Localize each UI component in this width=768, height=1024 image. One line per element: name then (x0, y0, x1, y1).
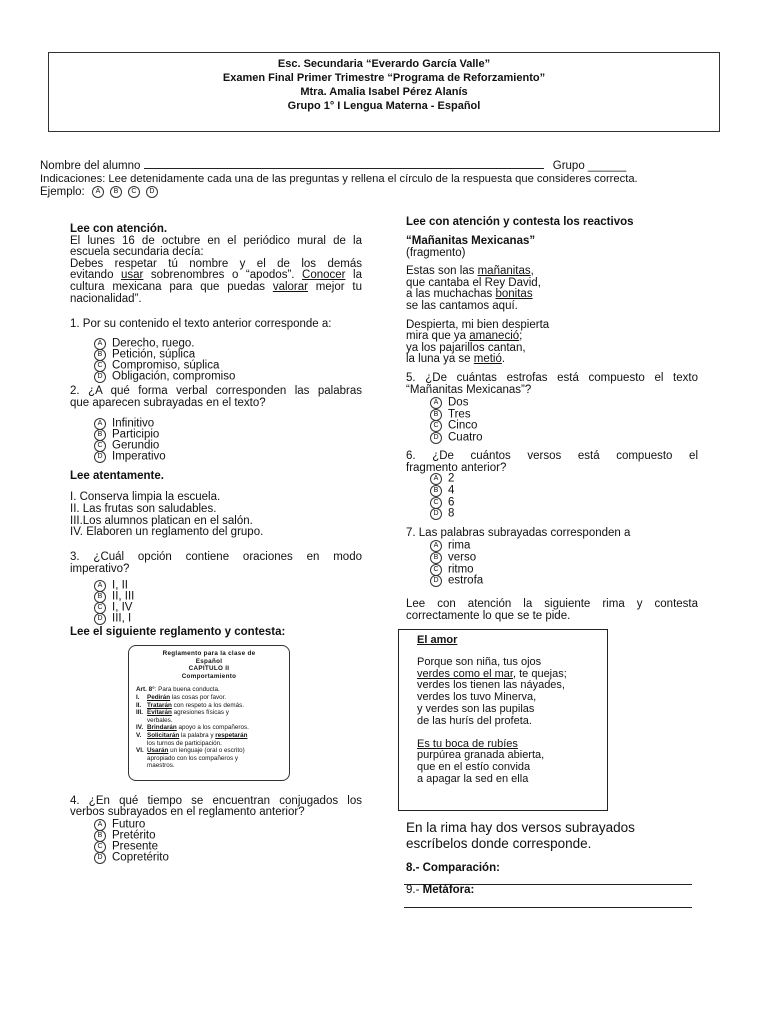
list-item: II. Las frutas son saludables. (70, 502, 217, 515)
reglamento-item-4 (136, 724, 282, 732)
option-c[interactable] (430, 420, 483, 432)
option-d[interactable] (94, 371, 235, 382)
option-circle: D (430, 508, 442, 520)
school-name: Esc. Secundaria “Everardo García Valle” (277, 58, 491, 70)
article-number: Art. 8° (136, 686, 155, 694)
poem-verse: verdes los tuvo Minerva, (417, 691, 537, 704)
teacher-name: Mtra. Amalia Isabel Pérez Alanís (300, 86, 468, 98)
item-number: II. (136, 701, 142, 709)
poem-el-amor-box (398, 629, 608, 811)
example-circle-d: D (146, 186, 158, 198)
reglamento-article (136, 686, 282, 694)
option-c[interactable] (94, 602, 134, 613)
option-circle: D (94, 613, 106, 625)
poem-verse: de las hurís del profeta. (417, 714, 532, 727)
right-heading: Lee con atención y contesta los reactivos (406, 216, 634, 228)
option-c[interactable] (94, 841, 169, 852)
reglamento-heading: Lee el siguiente reglamento y contesta: (70, 626, 286, 638)
underlined-word: Conocer (302, 269, 346, 282)
option-a[interactable] (94, 819, 169, 830)
poem-subtitle: (fragmento) (406, 246, 466, 259)
text-segment: mejor tu (307, 280, 362, 293)
q9-label (406, 884, 474, 896)
q8-label: 8.- Comparación: (406, 862, 500, 874)
text-segment: sobrenombres o “apodos”. (143, 269, 303, 282)
reglamento-item-1 (136, 694, 282, 702)
text-segment: Estas son las (406, 265, 478, 278)
option-label: Participio (112, 428, 160, 441)
question-2-text (70, 385, 362, 409)
instruction-line: correctamente lo que se te pide. (406, 609, 571, 622)
underlined-verse: verdes como el mar, (417, 667, 517, 680)
option-label: III, I (112, 612, 132, 625)
option-label: estrofa (448, 574, 484, 587)
option-circle: C (94, 602, 106, 614)
option-label: Compromiso, súplica (112, 359, 220, 372)
intro-heading: Lee con atención. (70, 223, 168, 235)
underlined-word: amaneció (469, 330, 520, 343)
question-4-text (70, 796, 362, 819)
text-segment: a las muchachas (406, 288, 496, 301)
option-label: Imperativo (112, 450, 166, 463)
option-label: Petición, súplica (112, 348, 196, 361)
reglamento-title: Reglamento para la clase de (162, 650, 256, 657)
option-label: verso (448, 551, 477, 564)
option-label: Infinitivo (112, 417, 155, 430)
option-label: Tres (448, 408, 471, 421)
poem-verse: Porque son niña, tus ojos (417, 655, 542, 668)
option-circle: B (94, 429, 106, 441)
option-circle: A (94, 580, 106, 592)
question-line: “Mañanitas Mexicanas”? (406, 383, 532, 396)
example-circle-b: B (110, 186, 122, 198)
underlined-verse: Es tu boca de rubíes (417, 737, 518, 750)
underlined-verb: Tratarán (147, 701, 172, 709)
poem-verse: que en el estío convida (417, 761, 531, 774)
intro-line-6: nacionalidad”. (70, 292, 142, 305)
option-circle: A (430, 397, 442, 409)
exam-header (48, 52, 720, 132)
item-number: I. (136, 693, 140, 701)
option-circle: B (94, 830, 106, 842)
instruction-line: Lee con atención la siguiente rima y contesta (406, 598, 698, 610)
option-circle: D (94, 451, 106, 463)
option-b[interactable] (430, 485, 454, 497)
group-subject: Grupo 1° I Lengua Materna - Español (287, 100, 481, 112)
option-c[interactable] (430, 497, 454, 509)
option-label: 4 (448, 484, 455, 497)
question-4-options (94, 819, 169, 863)
underlined-verb: Solicitarán (147, 731, 180, 739)
question-3-text (70, 552, 362, 575)
option-d[interactable] (430, 508, 454, 520)
reglamento-item-3 (136, 709, 282, 717)
poem-verse: purpúrea granada abierta, (417, 749, 545, 762)
option-circle: B (430, 485, 442, 497)
text-segment: mira que ya (406, 330, 470, 343)
question-7-options (430, 540, 483, 587)
option-a[interactable] (430, 473, 454, 485)
option-a[interactable] (94, 338, 235, 349)
text-segment: la luna ya se (406, 353, 474, 366)
poem-verse: y verdes son las pupilas (417, 702, 535, 715)
question-line: fragmento anterior? (406, 461, 507, 474)
student-info (40, 160, 740, 199)
option-b[interactable] (94, 429, 166, 440)
option-circle: A (430, 473, 442, 485)
exam-title: Examen Final Primer Trimestre “Programa de Reforzamiento” (222, 72, 546, 84)
option-circle: C (94, 440, 106, 452)
question-line: que aparecen subrayadas en el texto? (70, 397, 266, 409)
question-1-text: 1. Por su contenido el texto anterior corresponde a: (70, 318, 332, 330)
question-line: 3. ¿Cuál opción contiene oraciones en modo (70, 551, 362, 563)
underlined-word: metió (473, 353, 502, 366)
option-label: Obligación, compromiso (112, 370, 236, 383)
name-blank[interactable] (144, 168, 544, 169)
list-item: III.Los alumnos platican en el salón. (70, 514, 253, 527)
option-label: Pretérito (112, 829, 156, 842)
item-number: III. (136, 709, 143, 717)
verse-8 (406, 354, 549, 366)
option-label: Derecho, ruego. (112, 337, 195, 350)
item-text: las cosas por favor. (170, 693, 227, 701)
q9-number: 9.- (406, 884, 423, 896)
intro-line-2: escuela secundaria decía: (70, 246, 204, 259)
sentence-list (70, 492, 263, 539)
option-label: Cinco (448, 419, 478, 432)
list-item: I. Conserva limpia la escuela. (70, 491, 221, 503)
question-5-text (406, 373, 698, 396)
task-line: escríbelos donde corresponde. (406, 836, 592, 851)
option-circle: C (430, 420, 442, 432)
reglamento-item-5-cont: los turnos de participación. (147, 739, 222, 747)
text-segment: la (345, 269, 362, 282)
verse-2: que cantaba el Rey David, (406, 276, 541, 289)
option-label: rima (448, 539, 471, 552)
option-b[interactable] (94, 591, 134, 602)
underlined-word: usar (121, 269, 144, 282)
question-6-text (406, 451, 698, 474)
intro-passage (70, 224, 362, 305)
option-label: Gerundio (112, 439, 160, 452)
example-circle-a: A (92, 186, 104, 198)
option-label: II, III (112, 590, 135, 603)
text-segment: evitando (70, 269, 122, 282)
item-number: V. (136, 731, 142, 739)
option-circle: B (430, 552, 442, 564)
rima-instructions (406, 599, 698, 622)
option-circle: C (94, 841, 106, 853)
option-label: ritmo (448, 563, 474, 576)
text-segment: . (501, 353, 506, 366)
option-circle: A (94, 418, 106, 430)
question-7-text: 7. Las palabras subrayadas corresponden a (406, 527, 631, 539)
option-circle: C (430, 564, 442, 576)
option-circle: B (94, 349, 106, 361)
item-text: la palabra y (179, 731, 216, 739)
question-5-options (430, 397, 483, 443)
verse-4: se las cantamos aquí. (406, 299, 518, 312)
name-label: Nombre del alumno (40, 160, 141, 172)
poem-title: El amor (417, 634, 458, 646)
option-circle: D (94, 852, 106, 864)
reglamento-chapter: CAPITULO II (188, 665, 230, 673)
option-label: Cuatro (448, 431, 483, 444)
question-line: 4. ¿En qué tiempo se encuentran conjugados los (70, 795, 362, 807)
text-segment: , (530, 265, 534, 278)
question-line: verbos subrayados en el reglamento anterior? (70, 806, 305, 819)
poem-title: “Mañanitas Mexicanas” (406, 235, 536, 247)
verse-6 (406, 331, 549, 343)
option-a[interactable] (94, 418, 166, 429)
question-3-options (94, 580, 134, 624)
q9-answer-line[interactable] (404, 907, 692, 908)
item-text: un lenguaje (oral o escrito) (168, 747, 245, 755)
underlined-verb: Pedirán (147, 693, 171, 701)
item-number: IV. (136, 724, 144, 732)
option-d[interactable] (430, 432, 483, 444)
underlined-verb: Brindarán (147, 724, 177, 732)
option-circle: A (430, 540, 442, 552)
question-1-options (94, 338, 235, 382)
option-b[interactable] (430, 552, 483, 564)
verse-5: Despierta, mi bien despierta (406, 318, 550, 331)
reglamento-section: Comportamiento (181, 672, 237, 680)
option-circle: D (430, 432, 442, 444)
intro-line-3: Debes respetar tú nombre y el de los demás (70, 257, 362, 270)
item-text: agresiones físicas y (171, 709, 229, 717)
option-label: I, IV (112, 601, 133, 614)
underlined-word: bonitas (495, 288, 533, 301)
intro-line-1: El lunes 16 de octubre en el periódico mural de la (70, 234, 362, 247)
poem-mananitas (406, 236, 549, 366)
list-heading: Lee atentamente. (70, 470, 164, 482)
underlined-word: mañanitas (477, 265, 531, 278)
option-circle: B (94, 591, 106, 603)
option-circle: A (94, 338, 106, 350)
verse-7: ya los pajarillos cantan, (406, 341, 526, 354)
option-label: 8 (448, 507, 455, 520)
text-segment: ; (519, 330, 523, 343)
reglamento-box (128, 645, 290, 781)
spacer (417, 728, 589, 739)
option-circle: B (430, 409, 442, 421)
q9-title: Metáfora: (422, 884, 475, 896)
group-label[interactable]: Grupo ______ (552, 160, 627, 172)
option-label: 2 (448, 472, 455, 485)
poem-verse: a apagar la sed en ella (417, 772, 529, 785)
option-a[interactable] (430, 397, 483, 409)
example-circle-c: C (128, 186, 140, 198)
option-d[interactable] (94, 451, 166, 462)
example-label: Ejemplo: (40, 186, 85, 199)
option-d[interactable] (94, 852, 169, 863)
option-circle: D (430, 575, 442, 587)
reglamento-item-6-cont: maestros. (147, 762, 175, 770)
text-segment: te quejas; (516, 667, 567, 680)
article-text: : Para buena conducta. (154, 686, 220, 694)
option-b[interactable] (430, 409, 483, 421)
question-line: 5. ¿De cuántas estrofas está compuesto el texto (406, 372, 698, 384)
underlined-verb: Usarán (147, 747, 169, 755)
option-label: Presente (112, 840, 159, 853)
option-a[interactable] (94, 580, 134, 591)
question-line: 2. ¿A qué forma verbal corresponden las palabras (70, 385, 362, 397)
poem-verse: verdes los tienen las náyades, (417, 679, 565, 692)
option-b[interactable] (94, 830, 169, 841)
reglamento-item-6 (136, 747, 282, 755)
question-2-options (94, 418, 166, 462)
option-label: I, II (112, 579, 128, 592)
option-d[interactable] (94, 613, 134, 624)
reglamento-subject: Español (195, 657, 223, 665)
rima-task (406, 820, 635, 852)
item-text: apoyo a los compañeros. (176, 724, 249, 732)
option-d[interactable] (430, 575, 483, 587)
option-c[interactable] (94, 360, 235, 371)
list-item: IV. Elaboren un reglamento del grupo. (70, 526, 264, 539)
underlined-word: valorar (272, 280, 308, 293)
option-circle: C (94, 360, 106, 372)
option-a[interactable] (430, 540, 483, 552)
option-label: 6 (448, 496, 455, 509)
question-line: 6. ¿De cuántos versos está compuesto el (406, 450, 698, 462)
item-text: con respeto a los demás. (171, 701, 244, 709)
question-line: imperativo? (70, 562, 130, 575)
question-6-options (430, 473, 454, 520)
name-row (40, 160, 740, 173)
underlined-verb: respetarán (215, 731, 248, 739)
option-c[interactable] (94, 440, 166, 451)
underlined-verb: Evitarán (147, 709, 172, 717)
option-c[interactable] (430, 564, 483, 576)
text-segment: cultura mexicana para que puedas (70, 280, 273, 293)
option-circle: D (94, 371, 106, 383)
instructions: Indicaciones: Lee detenidamente cada una de las preguntas y rellena el círculo de la respuesta que consideres correcta. (40, 173, 638, 185)
reglamento-item-2 (136, 702, 282, 710)
option-label: Dos (448, 396, 469, 409)
reglamento-item-3-cont: verbales. (147, 716, 173, 724)
option-label: Copretérito (112, 851, 169, 864)
option-label: Futuro (112, 818, 146, 831)
option-b[interactable] (94, 349, 235, 360)
reglamento-item-6-cont: apropiado con los compañeros y (147, 754, 239, 762)
intro-line-5 (70, 282, 362, 294)
item-number: VI. (136, 747, 144, 755)
task-line: En la rima hay dos versos subrayados (406, 820, 635, 835)
option-circle: C (430, 497, 442, 509)
example-row (40, 186, 740, 199)
reglamento-item-5 (136, 732, 282, 740)
option-circle: A (94, 819, 106, 831)
